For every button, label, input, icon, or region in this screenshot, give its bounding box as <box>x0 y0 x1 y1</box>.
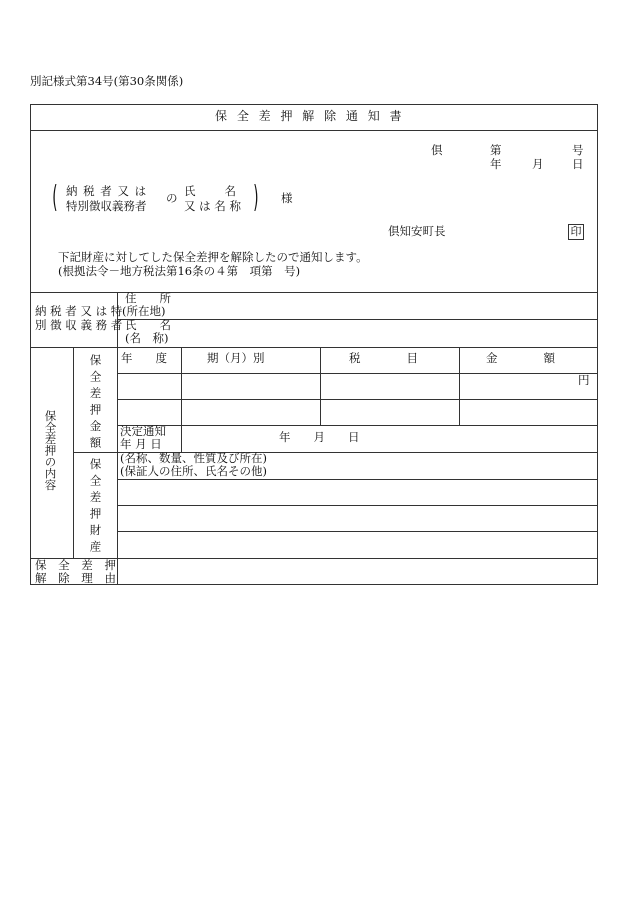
rule-v-sub <box>117 347 118 584</box>
rule-v-amount <box>459 347 460 426</box>
contents-group-label: 保全差押の内容 <box>43 410 58 491</box>
address-label-1: 住 所 <box>125 291 171 305</box>
col-tax: 税 目 <box>349 351 418 365</box>
decision-label-1: 決定通知 <box>120 424 166 438</box>
reason-label-1: 保 全 差 押 <box>35 558 120 572</box>
rule-v-year <box>181 347 182 426</box>
rule-cols <box>117 373 597 374</box>
seal-mark: 印 <box>568 224 584 240</box>
property-label: 保全差押財産 <box>88 458 103 557</box>
taxpayer-label-2: 別 徴 収 義 務 者 <box>35 318 123 332</box>
issuer: 倶知安町長 <box>388 224 446 238</box>
name-label-2: (名 称) <box>125 331 169 345</box>
addressee-no: の <box>166 191 178 205</box>
rule-prop3 <box>117 531 597 532</box>
col-year: 年 度 <box>121 351 167 365</box>
property-note-2: (保証人の住所、氏名その他) <box>120 464 267 478</box>
header-go: 号 <box>572 143 584 157</box>
decision-date: 年 月 日 <box>279 430 360 444</box>
right-brace: ) <box>253 180 259 215</box>
rule-prop2 <box>117 505 597 506</box>
rule-taxpayer <box>31 347 597 348</box>
header-nen: 年 <box>490 157 502 171</box>
reason-label-2: 解 除 理 由 <box>35 571 120 585</box>
addressee-name2: 又 は 名 称 <box>184 199 241 213</box>
taxpayer-label-1: 納 税 者 又 は 特 <box>35 304 123 318</box>
yen-unit: 円 <box>578 373 590 387</box>
rule-amt-row2 <box>117 425 597 426</box>
rule-v-group <box>73 347 74 558</box>
addressee-name1: 氏 名 <box>184 184 238 198</box>
rule-amt-row1 <box>117 399 597 400</box>
left-brace: ( <box>52 180 58 215</box>
col-period: 期（月）別 <box>207 351 265 365</box>
addressee-sama: 様 <box>281 191 293 205</box>
property-note-1: (名称、数量、性質及び所在) <box>120 451 267 465</box>
document-title: 保 全 差 押 解 除 通 知 書 <box>215 109 405 123</box>
header-ku: 倶 <box>431 143 443 157</box>
header-dai: 第 <box>490 143 502 157</box>
addressee-line2: 特別徴収義務者 <box>66 199 147 213</box>
name-label-1: 氏 名 <box>125 318 171 332</box>
rule-title <box>31 130 597 131</box>
decision-label-2: 年 月 日 <box>120 437 162 451</box>
header-hi: 日 <box>572 157 584 171</box>
rule-upper <box>31 292 597 293</box>
form-id: 別記様式第34号(第30条関係) <box>30 74 184 88</box>
col-amount: 金 額 <box>486 351 555 365</box>
addressee-line1: 納 税 者 又 は <box>66 184 148 198</box>
header-tsuki: 月 <box>532 157 544 171</box>
amount-label: 保全差押金額 <box>88 354 103 453</box>
basis-text: (根拠法令－地方税法第16条の４第 項第 号) <box>58 264 301 278</box>
rule-v-decision <box>181 425 182 452</box>
rule-address <box>117 319 597 320</box>
notice-form <box>30 104 598 585</box>
rule-v-tax <box>320 347 321 426</box>
rule-prop1 <box>117 479 597 480</box>
notice-text: 下記財産に対してした保全差押を解除したので通知します。 <box>58 250 368 264</box>
address-label-2: (所在地) <box>122 304 166 318</box>
